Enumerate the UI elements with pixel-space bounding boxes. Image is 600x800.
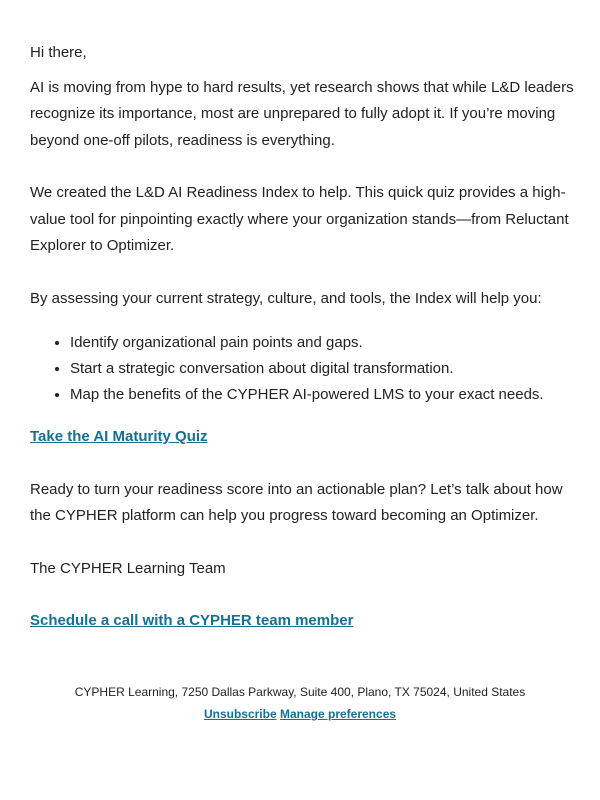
email-footer <box>0 681 600 725</box>
assess-paragraph: By assessing your current strategy, culture, and tools, the Index will help you: <box>30 289 542 307</box>
schedule-cta <box>30 608 575 635</box>
list-item: • Map the benefits of the CYPHER AI-powered LMS to your exact needs. <box>70 382 575 408</box>
ready-paragraph: Ready to turn your readiness score into an actionable plan? Let’s talk about how the CYPHER platform can help you progress toward becoming an Optimizer. <box>30 480 563 524</box>
greeting: Hi there, <box>30 44 87 61</box>
company-address: CYPHER Learning, 7250 Dallas Parkway, Suite 400, Plano, TX 75024, United States <box>74 685 526 699</box>
manage-preferences-link[interactable]: Manage preferences <box>279 707 397 721</box>
list-item: • Identify organizational pain points and gaps. <box>70 330 575 356</box>
email-content <box>30 40 575 635</box>
index-paragraph: We created the L&D AI Readiness Index to help. This quick quiz provides a high-value tool for pinpointing exactly where your organization stands—from Reluctant Explorer to Optimizer. <box>30 184 569 254</box>
signature: The CYPHER Learning Team <box>30 559 226 577</box>
quiz-cta <box>30 424 575 451</box>
schedule-call-link[interactable]: Schedule a call with a CYPHER team member <box>30 612 354 629</box>
unsubscribe-link[interactable]: Unsubscribe <box>203 707 277 721</box>
list-item: • Start a strategic conversation about digital transformation. <box>70 356 575 382</box>
benefits-list <box>30 330 575 408</box>
intro-paragraph: AI is moving from hype to hard results, yet research shows that while L&D leaders recognize its importance, most are unprepared to fully adopt it. If you’re moving beyond one-off pilots, readiness is everything. <box>30 78 574 149</box>
quiz-link[interactable]: Take the AI Maturity Quiz <box>30 428 208 445</box>
footer-links <box>0 703 600 725</box>
